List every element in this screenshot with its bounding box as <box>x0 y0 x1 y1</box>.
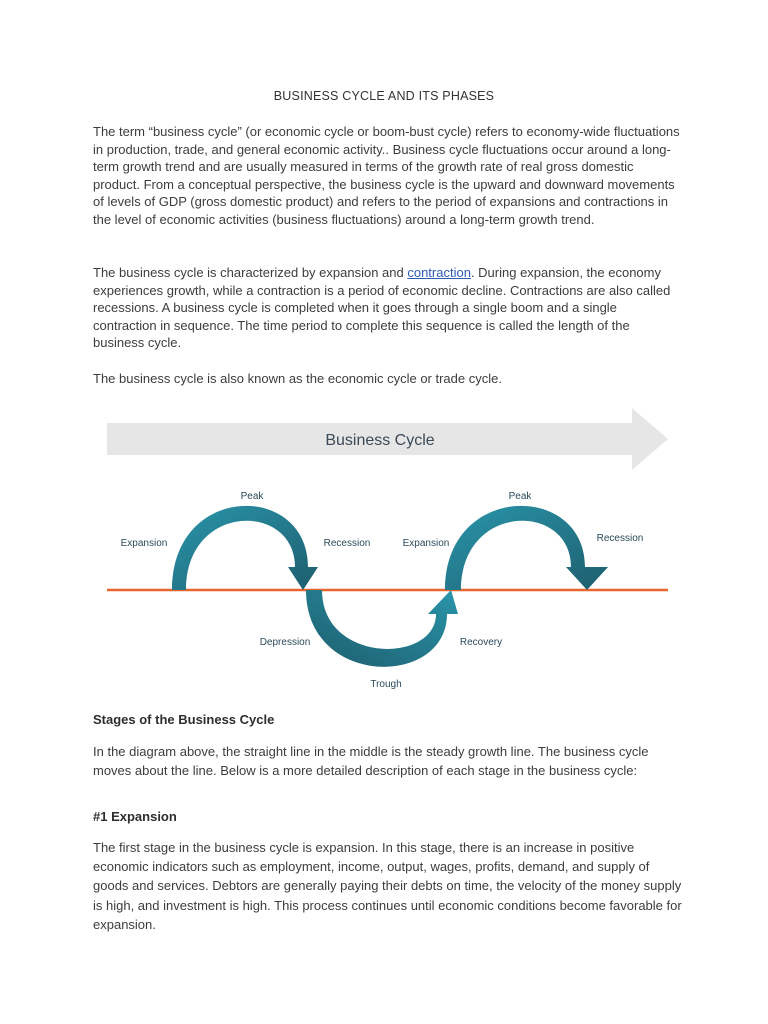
label-recession-1: Recession <box>323 538 371 549</box>
alias-text: The business cycle is also known as the economic cycle or trade cycle. <box>93 371 502 386</box>
label-expansion-2: Expansion <box>402 538 450 549</box>
label-depression: Depression <box>259 637 311 648</box>
label-recovery: Recovery <box>459 637 503 648</box>
stages-paragraph <box>93 742 683 780</box>
label-peak-1: Peak <box>240 491 264 502</box>
expansion-paragraph <box>93 838 683 934</box>
business-cycle-svg <box>100 402 680 702</box>
expansion-text: The first stage in the business cycle is expansion. In this stage, there is an increase in positive economic indicators such as employment, income, output, wages, profits, demand, and supply of goods and services. Debtors are generally paying their debts on time, the velocity of the money supply is high, and investment is high. This process continues until economic conditions become favorable for expansion. <box>93 840 682 932</box>
label-peak-2: Peak <box>508 491 532 502</box>
cycle-lower-arc <box>306 590 458 667</box>
label-recession-2: Recession <box>596 533 644 544</box>
contraction-link[interactable]: contraction <box>407 265 471 280</box>
cycle2-upper-arc <box>445 506 608 590</box>
document-title: BUSINESS CYCLE AND ITS PHASES <box>273 89 495 103</box>
business-cycle-diagram <box>100 402 680 702</box>
banner-title: Business Cycle <box>325 432 435 449</box>
alias-paragraph <box>93 370 683 388</box>
label-expansion-1: Expansion <box>120 538 168 549</box>
para2-before: The business cycle is characterized by expansion and <box>93 265 408 280</box>
intro-text: The term “business cycle” (or economic cycle or boom-bust cycle) refers to economy-wide fluctuations in production, trade, and general economic activity.. Business cycle fluctuations occur around a long-term growth trend and are usually measured in terms of the growth rate of real gross domestic product. From a conceptual perspective, the business cycle is the upward and downward movements of levels of GDP (gross domestic product) and refers to the period of expansions and contractions in the level of economic activities (business fluctuations) around a long-term growth trend. <box>93 124 680 227</box>
expansion-heading: #1 Expansion <box>93 809 177 824</box>
para2-after: . During expansion, the economy experiences growth, while a contraction is a period of economic decline. Contractions are also called recessions. A business cycle is completed when it goes through a single boom and a single contraction in sequence. The time period to complete this sequence is called the length of the business cycle. <box>93 265 671 351</box>
intro-paragraph <box>93 123 683 229</box>
characterization-text <box>93 264 683 352</box>
stages-text: In the diagram above, the straight line in the middle is the steady growth line. The business cycle moves about the line. Below is a more detailed description of each stage in the business cycle: <box>93 744 649 778</box>
characterization-paragraph <box>93 264 683 352</box>
stages-heading: Stages of the Business Cycle <box>93 712 275 727</box>
cycle1-upper-arc <box>172 506 318 590</box>
label-trough: Trough <box>370 679 402 690</box>
